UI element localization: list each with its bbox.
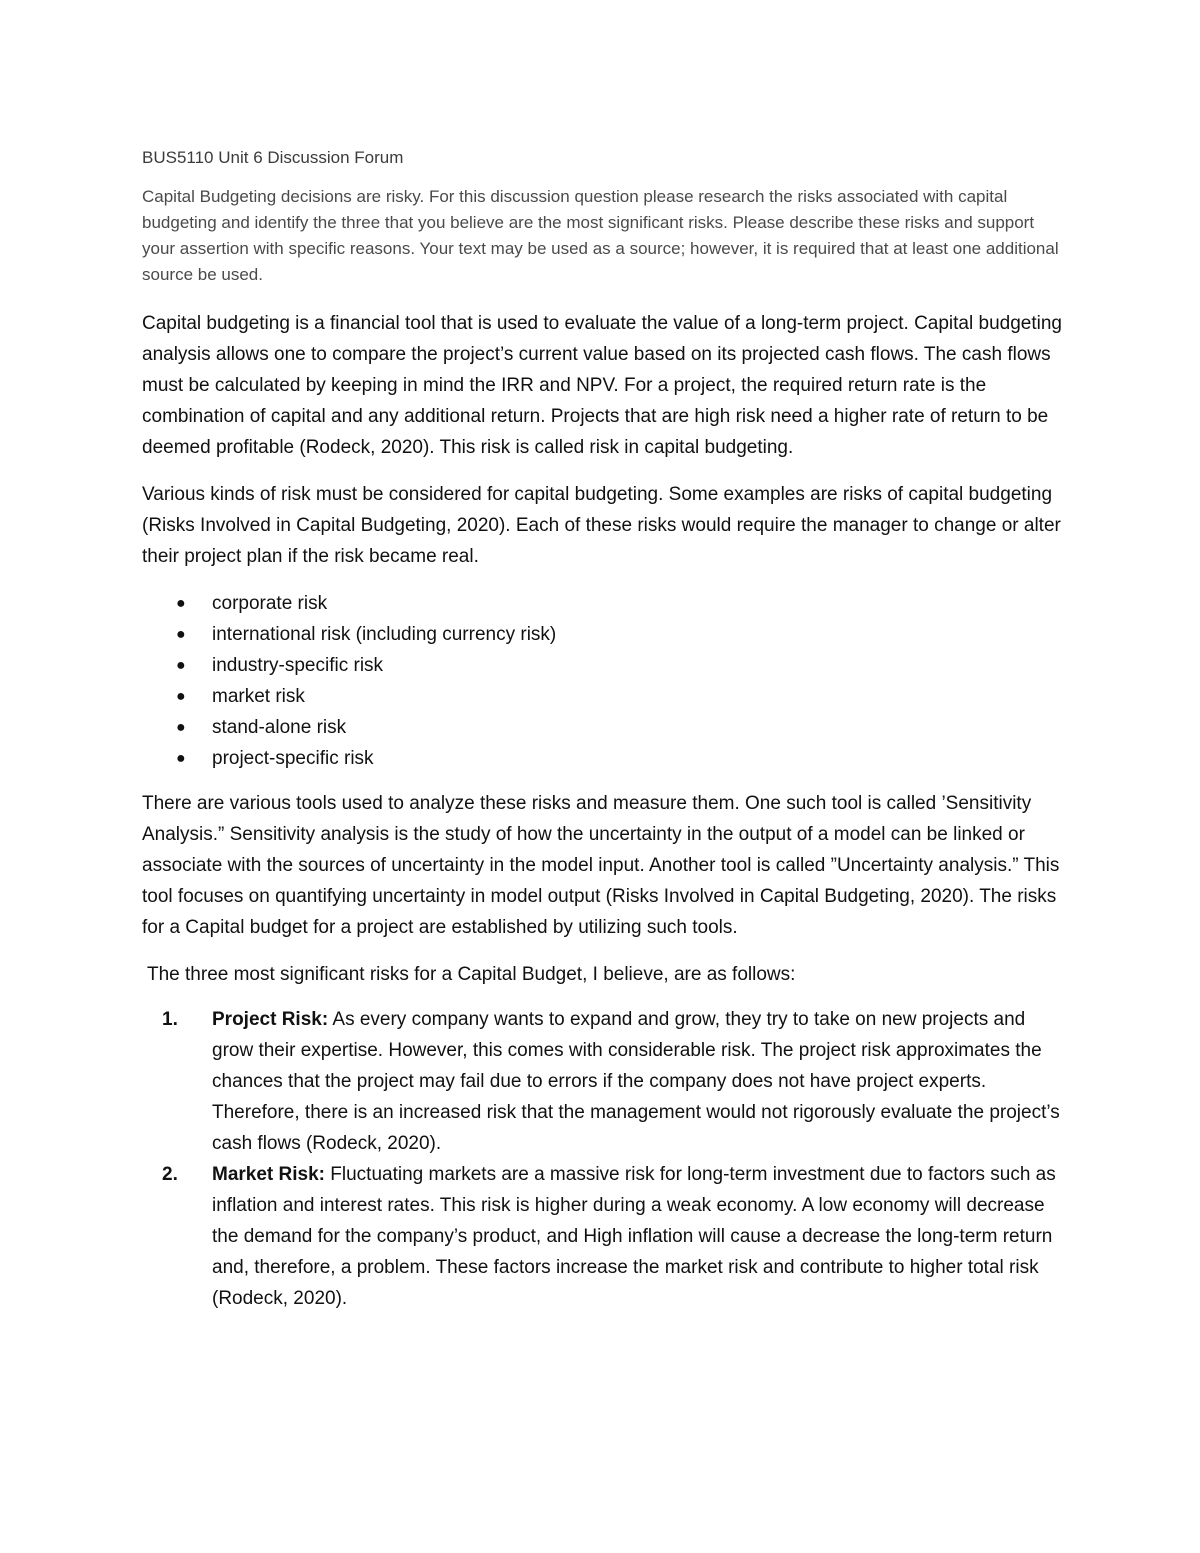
- list-item-project-risk: [162, 1004, 1062, 1159]
- list-item: [176, 650, 1062, 681]
- list-item: [176, 619, 1062, 650]
- paragraph-risk-kinds: Various kinds of risk must be considered for capital budgeting. Some examples are risks of capital budgeting (Risks Involved in Capital Budgeting, 2020). Each of these risks would require the manager to change or alter their project plan if the risk became real.: [142, 484, 1061, 567]
- paragraph-capital-budgeting: Capital budgeting is a financial tool that is used to evaluate the value of a long-term project. Capital budgeting analysis allows one to compare the project’s current value based on its projected cash flows. The cash flows must be calculated by keeping in mind the IRR and NPV. For a project, the required return rate is the combination of capital and any additional return. Projects that are high risk need a higher rate of return to be deemed profitable (Rodeck, 2020). This risk is called risk in capital budgeting.: [142, 313, 1062, 458]
- list-item-market-risk: [162, 1159, 1062, 1314]
- list-number: 1.: [162, 1009, 178, 1030]
- paragraph-analysis-tools: There are various tools used to analyze these risks and measure them. One such tool is called ’Sensitivity Analysis.” Sensitivity analysis is the study of how the uncertainty in the output of a model can be linked or associate with the sources of uncertainty in the model input. Another tool is called ”Uncertainty analysis.” This tool focuses on quantifying uncertainty in model output (Risks Involved in Capital Budgeting, 2020). The risks for a Capital budget for a project are established by utilizing such tools.: [142, 793, 1060, 938]
- significant-risk-list: [142, 1004, 1062, 1314]
- bullet-icon: ●: [176, 595, 186, 612]
- discussion-prompt: Capital Budgeting decisions are risky. For this discussion question please research the risks associated with capital budgeting and identify the three that you believe are the most significant risks. Please describe these risks and support your assertion with specific reasons. Your text may be used as a source; however, it is required that at least one additional source be used.: [142, 187, 1059, 284]
- list-item: [176, 588, 1062, 619]
- list-item-text: market risk: [212, 686, 305, 707]
- risk-term: Market Risk:: [212, 1164, 325, 1185]
- risk-description: As every company wants to expand and grow, they try to take on new projects and grow their expertise. However, this comes with considerable risk. The project risk approximates the chances that the project may fail due to errors if the company does not have project experts. Therefore, there is an increased risk that the management would not rigorously evaluate the project’s cash flows (Rodeck, 2020).: [212, 1009, 1060, 1154]
- list-item-text: stand-alone risk: [212, 717, 347, 738]
- list-item: [176, 681, 1062, 712]
- bullet-icon: ●: [176, 626, 186, 643]
- list-number: 2.: [162, 1164, 178, 1185]
- risk-type-list: [142, 588, 1062, 774]
- risk-term: Project Risk:: [212, 1009, 329, 1030]
- paragraph-significant-intro: The three most significant risks for a Capital Budget, I believe, are as follows:: [147, 964, 796, 985]
- list-item-text: project-specific risk: [212, 748, 374, 769]
- risk-description: Fluctuating markets are a massive risk for long-term investment due to factors such as inflation and interest rates. This risk is higher during a weak economy. A low economy will decrease the demand for the company’s product, and High inflation will cause a decrease the long-term return and, therefore, a problem. These factors increase the market risk and contribute to higher total risk (Rodeck, 2020).: [212, 1164, 1056, 1309]
- document-content: [142, 140, 1062, 1314]
- bullet-icon: ●: [176, 688, 186, 705]
- bullet-icon: ●: [176, 750, 186, 767]
- list-item: [176, 743, 1062, 774]
- bullet-icon: ●: [176, 719, 186, 736]
- document-title: BUS5110 Unit 6 Discussion Forum: [142, 148, 404, 167]
- list-item-text: corporate risk: [212, 593, 328, 614]
- bullet-icon: ●: [176, 657, 186, 674]
- list-item: [176, 712, 1062, 743]
- list-item-text: industry-specific risk: [212, 655, 384, 676]
- list-item-text: international risk (including currency risk): [212, 624, 557, 645]
